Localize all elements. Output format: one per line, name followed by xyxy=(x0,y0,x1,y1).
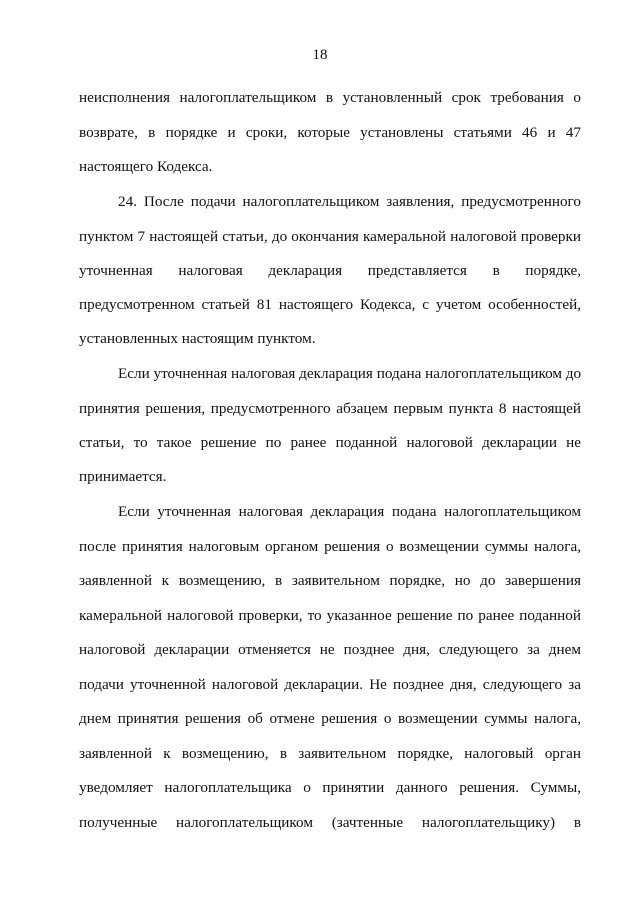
text-line: принятия решения, предусмотренного абзацем первым пункта 8 настоящей xyxy=(79,400,581,417)
text-line: установленных настоящим пунктом. xyxy=(79,330,316,347)
text-line: днем принятия решения об отмене решения о возмещении суммы налога, xyxy=(79,710,581,727)
text-line: пунктом 7 настоящей статьи, до окончания камеральной налоговой проверки xyxy=(79,228,581,245)
text-line: 24. После подачи налогоплательщиком заявления, предусмотренного xyxy=(118,193,581,210)
text-line: полученные налогоплательщиком (зачтенные налогоплательщику) в xyxy=(79,814,581,831)
text-line: подачи уточненной налоговой декларации. Не позднее дня, следующего за xyxy=(79,676,581,693)
text-line: уведомляет налогоплательщика о принятии данного решения. Суммы, xyxy=(79,779,581,796)
text-line: Если уточненная налоговая декларация подана налогоплательщиком до xyxy=(118,365,582,382)
text-line: после принятия налоговым органом решения о возмещении суммы налога, xyxy=(79,538,581,555)
text-line: Если уточненная налоговая декларация подана налогоплательщиком xyxy=(118,503,581,520)
text-line: уточненная налоговая декларация представляется в порядке, xyxy=(79,262,581,279)
page-number: 18 xyxy=(312,47,328,63)
text-line: возврате, в порядке и сроки, которые установлены статьями 46 и 47 xyxy=(79,124,581,141)
text-line: статьи, то такое решение по ранее поданной налоговой декларации не xyxy=(79,434,581,451)
text-line: принимается. xyxy=(79,468,167,485)
text-line: настоящего Кодекса. xyxy=(79,158,213,175)
text-line: неисполнения налогоплательщиком в установленный срок требования о xyxy=(79,89,581,106)
text-line: камеральной налоговой проверки, то указанное решение по ранее поданной xyxy=(79,607,581,624)
text-line: налоговой декларации отменяется не позднее дня, следующего за днем xyxy=(79,641,581,658)
text-line: заявленной к возмещению, в заявительном порядке, налоговый орган xyxy=(79,745,581,762)
text-line: предусмотренном статьей 81 настоящего Кодекса, с учетом особенностей, xyxy=(79,296,581,313)
text-line: заявленной к возмещению, в заявительном порядке, но до завершения xyxy=(79,572,581,589)
